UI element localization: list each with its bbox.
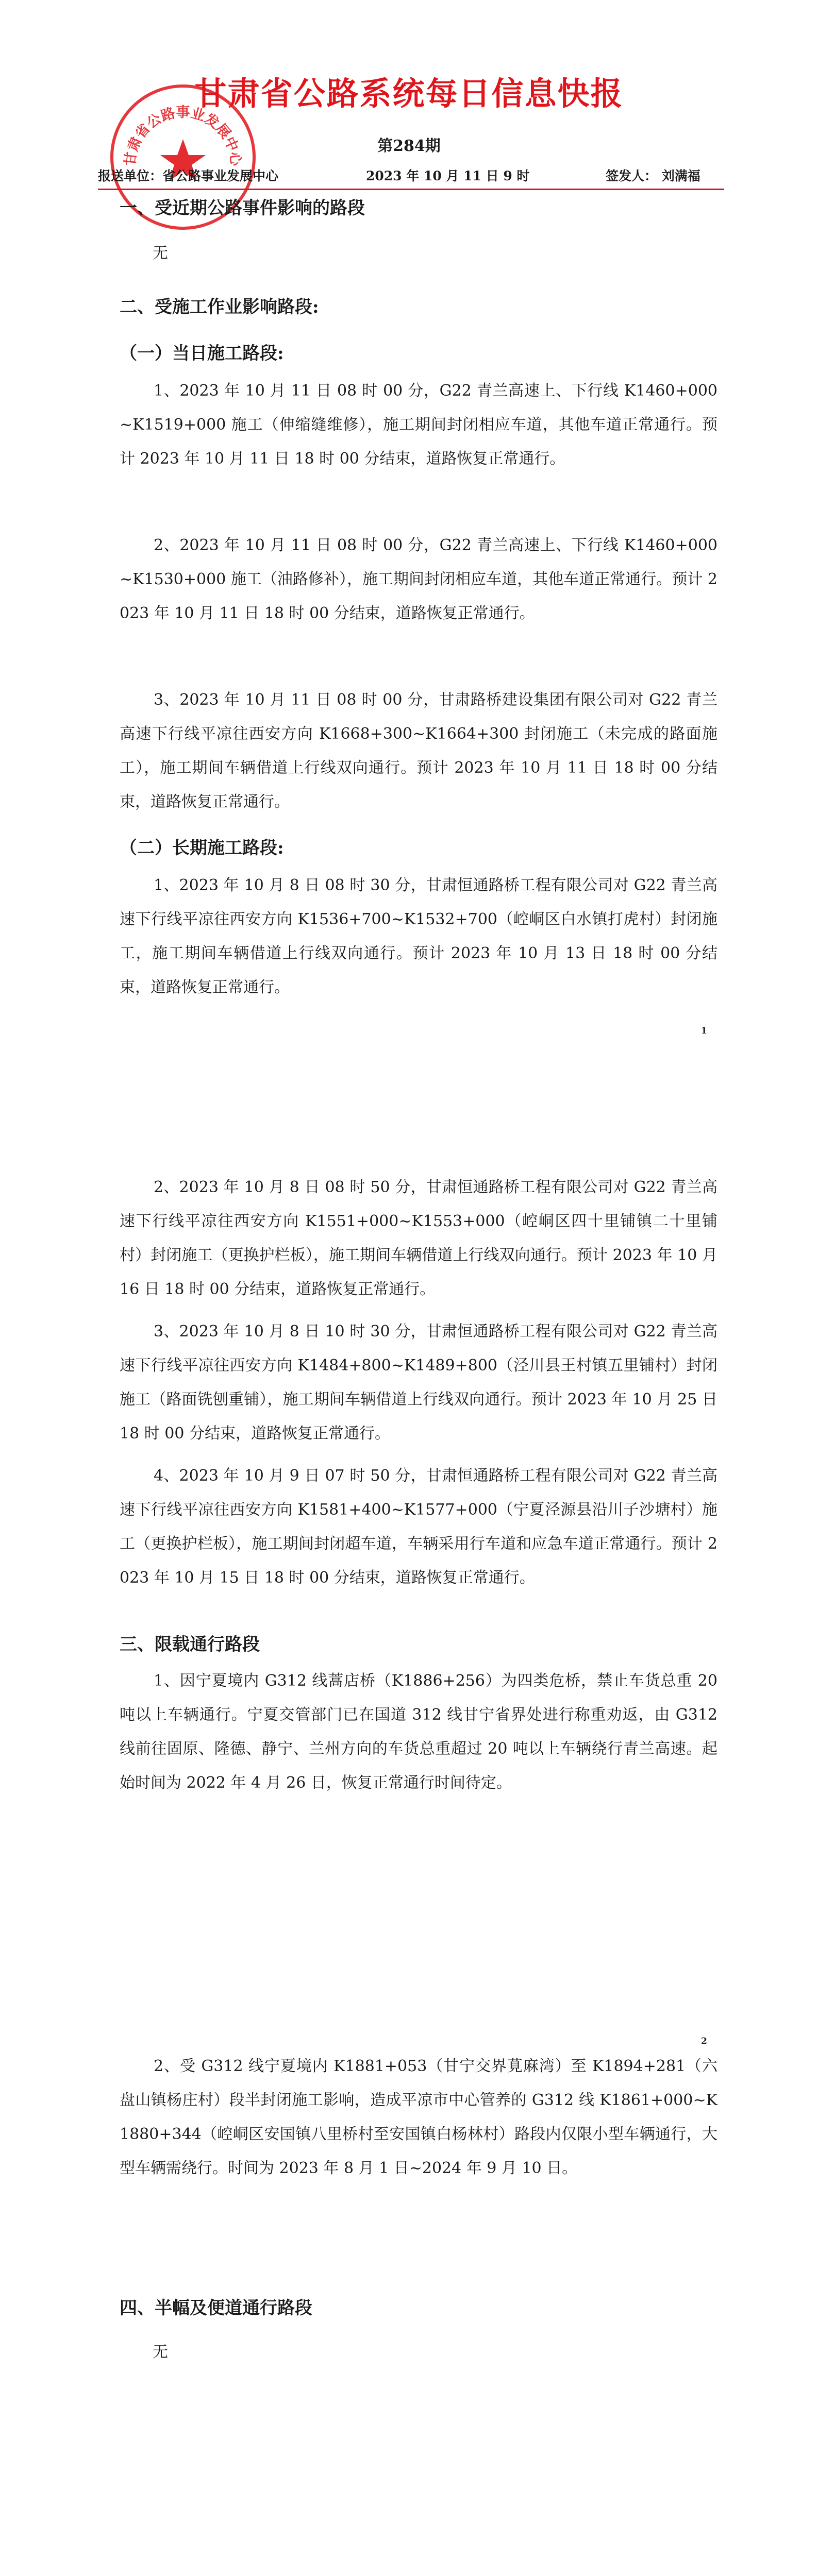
long-item-3: 3、2023 年 10 月 8 日 10 时 30 分，甘肃恒通路桥工程有限公司对 G22 青兰高速下行线平凉往西安方向 K1484+800~K1489+800（泾川县王村镇五里铺村）封闭施工（路面铣刨重铺），施工期间车辆借道上行线双向通行。预计 2023 年 10 月 25 日 18 时 00 分结束，道路恢复正常通行。 (120, 1323, 717, 1443)
submitting-unit: 报送单位：省公路事业发展中心 (98, 168, 279, 183)
section-4-title: 四、半幅及便道通行路段 (120, 2298, 312, 2318)
long-item-1: 1、2023 年 10 月 8 日 08 时 30 分，甘肃恒通路桥工程有限公司对 G22 青兰高速下行线平凉往西安方向 K1536+700~K1532+700（崆峒区白水镇打虎村）封闭施工，施工期间车辆借道上行线双向通行。预计 2023 年 10 月 13 日 18 时 00 分结束，道路恢复正常通行。 (120, 876, 717, 996)
long-item-4: 4、2023 年 10 月 9 日 07 时 50 分，甘肃恒通路桥工程有限公司对 G22 青兰高速下行线平凉往西安方向 K1581+400~K1577+000（宁夏泾源县沿川子沙塘村）施工（更换护栏板），施工期间封闭超车道，车辆采用行车道和应急车道正常通行。预计 2023 年 10 月 15 日 18 时 00 分结束，道路恢复正常通行。 (120, 1467, 717, 1587)
section-2-title: 二、受施工作业影响路段: (120, 297, 319, 317)
section-3-title: 三、限载通行路段 (120, 1634, 260, 1655)
section-1-title: 一、受近期公路事件影响的路段 (120, 198, 365, 218)
daily-construction-title: （一）当日施工路段: (120, 343, 284, 364)
long-term-construction-title: （二）长期施工路段: (120, 838, 284, 858)
restriction-item-2: 2、受 G312 线宁夏境内 K1881+053（甘宁交界莧麻湾）至 K1894+281（六盘山镇杨庄村）段半封闭施工影响，造成平凉市中心管养的 G312 线 K1861+000~K1880+344（崆峒区安国镇八里桥村至安国镇白杨林村）路段内仅限小型车辆通行，大型车辆需绕行。时间为 2023 年 8 月 1 日~2024 年 9 月 10 日。 (120, 2057, 717, 2177)
long-item-2: 2、2023 年 10 月 8 日 08 时 50 分，甘肃恒通路桥工程有限公司对 G22 青兰高速下行线平凉往西安方向 K1551+000~K1553+000（崆峒区四十里铺镇二十里铺村）封闭施工（更换护栏板），施工期间车辆借道上行线双向通行。预计 2023 年 10 月 16 日 18 时 00 分结束，道路恢复正常通行。 (120, 1178, 717, 1298)
page-number-1: 1 (701, 1026, 707, 1036)
daily-item-3: 3、2023 年 10 月 11 日 08 时 00 分，甘肃路桥建设集团有限公司对 G22 青兰高速下行线平凉往西安方向 K1668+300~K1664+300 封闭施工（未完成的路面施工），施工期间车辆借道上行线双向通行。预计 2023 年 10 月 11 日 18 时 00 分结束，道路恢复正常通行。 (120, 691, 717, 811)
section-4-content: 无 (153, 2343, 168, 2361)
svg-text:甘肃省公路事业发展中心: 甘肃省公路事业发展中心 (122, 105, 244, 167)
daily-item-2: 2、2023 年 10 月 11 日 08 时 00 分，G22 青兰高速上、下行线 K1460+000~K1530+000 施工（油路修补），施工期间封闭相应车道，其他车道正常通行。预计 2023 年 10 月 11 日 18 时 00 分结束，道路恢复正常通行。 (120, 536, 717, 622)
daily-item-1: 1、2023 年 10 月 11 日 08 时 00 分，G22 青兰高速上、下行线 K1460+000~K1519+000 施工（伸缩缝维修），施工期间封闭相应车道，其他车道正常通行。预计 2023 年 10 月 11 日 18 时 00 分结束，道路恢复正常通行。 (120, 382, 717, 468)
restriction-item-1: 1、因宁夏境内 G312 线蒿店桥（K1886+256）为四类危桥，禁止车货总重 20 吨以上车辆通行。宁夏交管部门已在国道 312 线甘宁省界处进行称重劝返，由 G312 线前往固原、隆德、静宁、兰州方向的车货总重超过 20 吨以上车辆绕行青兰高速。起始时间为 2022 年 4 月 26 日，恢复正常通行时间待定。 (120, 1672, 717, 1792)
header-divider (98, 189, 724, 190)
page-number-2: 2 (701, 2036, 707, 2046)
section-1-content: 无 (153, 244, 168, 262)
report-time: 2023 年 10 月 11 日 9 时 (366, 168, 530, 183)
bulletin-title: 甘肃省公路系统每日信息快报 (194, 75, 624, 112)
issuer: 签发人： 刘满福 (606, 168, 700, 183)
issue-number: 第284期 (377, 137, 441, 155)
